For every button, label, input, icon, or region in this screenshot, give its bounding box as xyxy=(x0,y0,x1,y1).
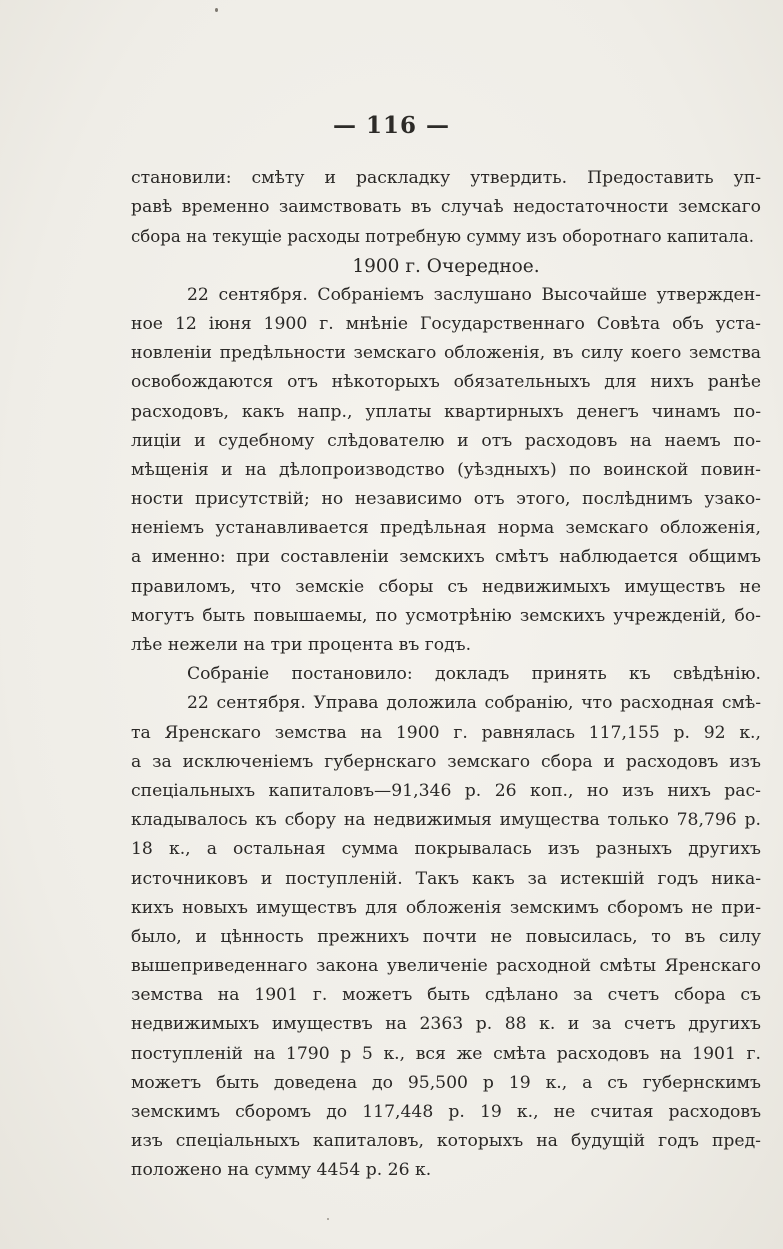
text-line: ности присутствій; но независимо отъ этого, послѣднимъ узако- xyxy=(131,489,761,510)
ink-speck xyxy=(327,1218,329,1220)
text-line: кихъ новыхъ имуществъ для обложенія земскимъ сборомъ не при- xyxy=(131,897,761,918)
text-line: 18 к., а остальная сумма покрывалась изъ разныхъ другихъ xyxy=(131,839,761,860)
text-line: а именно: при составленіи земскихъ смѣтъ наблюдается общимъ xyxy=(131,547,761,568)
page-body xyxy=(131,164,761,1186)
text-line: сбора на текущіе расходы потребную сумму изъ оборотнаго капитала. xyxy=(131,227,755,247)
text-line: кладывалось къ сбору на недвижимыя имущества только 78,796 р. xyxy=(131,810,761,831)
text-line: вышеприведеннаго закона увеличеніе расходной смѣты Яренскаго xyxy=(131,956,761,977)
text-line: лѣе нежели на три процента въ годъ. xyxy=(131,635,472,655)
text-line: а за исключеніемъ губернскаго земскаго сбора и расходовъ изъ xyxy=(131,751,761,772)
text-line: мѣщенія и на дѣлопроизводство (уѣздныхъ) по воинской повин- xyxy=(131,459,761,480)
text-line: изъ спеціальныхъ капиталовъ, которыхъ на будущій годъ пред- xyxy=(131,1131,761,1152)
text-line: источниковъ и поступленій. Такъ какъ за истекшій годъ ника- xyxy=(131,868,761,889)
text-line: становили: смѣту и раскладку утвердить. Предоставить уп- xyxy=(131,168,761,188)
page-number: — 116 — xyxy=(332,112,451,139)
text-line: 22 сентября. Управа доложила собранію, что расходная смѣ- xyxy=(187,693,761,714)
section-heading: 1900 г. Очередное. xyxy=(352,255,540,277)
text-line: правиломъ, что земскіе сборы съ недвижимыхъ имуществъ не xyxy=(131,576,761,597)
text-line: могутъ быть повышаемы, по усмотрѣнію земскихъ учрежденій, бо- xyxy=(131,605,761,626)
text-line: 22 сентября. Собраніемъ заслушано Высочайше утвержден- xyxy=(187,284,761,305)
text-line: можетъ быть доведена до 95,500 р 19 к., а съ губернскимъ xyxy=(131,1072,761,1093)
text-line: земства на 1901 г. можетъ быть сдѣлано за счетъ сбора съ xyxy=(131,985,761,1006)
text-line: равѣ временно заимствовать въ случаѣ недостаточности земскаго xyxy=(131,197,761,218)
text-line: земскимъ сборомъ до 117,448 р. 19 к., не считая расходовъ xyxy=(131,1102,761,1122)
ink-speck xyxy=(215,8,218,12)
text-line: ное 12 іюня 1900 г. мнѣніе Государственнаго Совѣта объ уста- xyxy=(131,313,761,334)
text-line: новленіи предѣльности земскаго обложенія, въ силу коего земства xyxy=(131,343,761,364)
text-line: та Яренскаго земства на 1900 г. равнялась 117,155 р. 92 к., xyxy=(131,722,761,743)
text-line: расходовъ, какъ напр., уплаты квартирныхъ денегъ чинамъ по- xyxy=(131,401,761,422)
text-line: было, и цѣнность прежнихъ почти не повысилась, то въ силу xyxy=(131,926,761,947)
text-line: освобождаются отъ нѣкоторыхъ обязательныхъ для нихъ ранѣе xyxy=(131,372,761,393)
text-line: положено на сумму 4454 р. 26 к. xyxy=(131,1160,432,1181)
text-line: лиціи и судебному слѣдователю и отъ расходовъ на наемъ по- xyxy=(131,430,761,451)
text-line: неніемъ устанавливается предѣльная норма земскаго обложенія, xyxy=(131,518,761,539)
text-line: недвижимыхъ имуществъ на 2363 р. 88 к. и за счетъ другихъ xyxy=(131,1014,761,1035)
text-line: поступленій на 1790 р 5 к., вся же смѣта расходовъ на 1901 г. xyxy=(131,1043,761,1064)
text-line: спеціальныхъ капиталовъ—91,346 р. 26 коп., но изъ нихъ рас- xyxy=(131,780,761,801)
resolution-line: Собраніе постановило: докладъ принять къ свѣдѣнію. xyxy=(187,664,761,685)
